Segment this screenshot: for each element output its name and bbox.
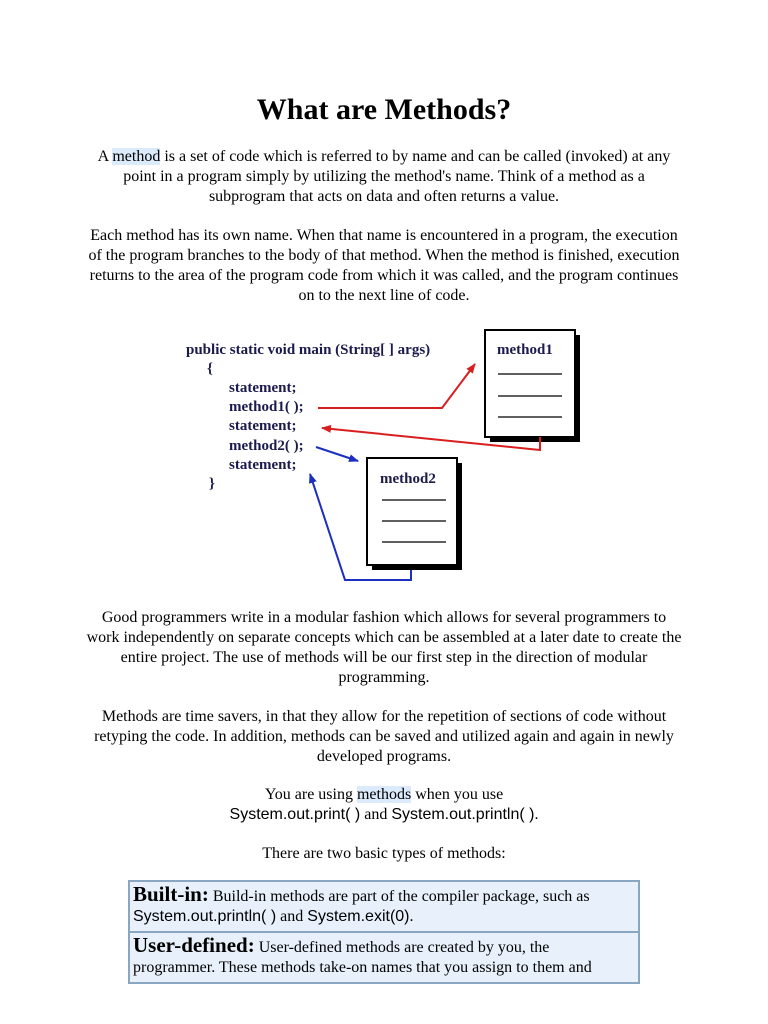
method2-box (367, 458, 462, 570)
method1-label: method1 (497, 342, 553, 358)
time-savers-paragraph: Methods are time savers, in that they allow for the repetition of sections of code without retyping the code. In addition, methods can be saved and utilized again and again in newly developed programs. (94, 708, 674, 765)
methods-term-highlight: methods (356, 786, 412, 803)
builtin-and: and (276, 908, 308, 925)
execution-paragraph: Each method has its own name. When that name is encountered in a program, the execution of the program branches to the body of that method. When the method is finished, execution returns to the area of the program code from which it was called, and the program continues on to the next line of code. (88, 227, 680, 304)
intro-paragraph (85, 147, 683, 207)
close-brace: } (209, 476, 215, 492)
page-title: What are Methods? (256, 93, 512, 126)
builtin-heading: Built-in: (133, 882, 209, 906)
p5-end: . (534, 806, 539, 823)
method-types-table (128, 880, 640, 984)
code-line-1: statement; (229, 380, 297, 396)
builtin-row (129, 881, 639, 932)
code-print: System.out.print( ) (229, 806, 361, 823)
code-line-method2-call: method2( ); (229, 438, 304, 454)
method-call-diagram (0, 320, 768, 590)
builtin-code2: System.exit(0) (307, 908, 410, 925)
userdefined-heading: User-defined: (133, 933, 255, 957)
intro-post: is a set of code which is referred to by name and can be called (invoked) at any point in a program simply by utilizing the method's name. Think of a method as a subprogram that acts on data and often returns a value. (123, 148, 671, 205)
code-line-3: statement; (229, 418, 297, 434)
types-intro: There are two basic types of methods: (262, 845, 506, 862)
code-println: System.out.println( ) (391, 806, 535, 823)
main-signature: public static void main (String[ ] args) (186, 342, 431, 358)
method1-box (485, 330, 580, 442)
using-methods-paragraph (85, 785, 683, 825)
p5-and: and (360, 806, 392, 823)
code-line-method1-call: method1( ); (229, 399, 304, 415)
builtin-code1: System.out.println( ) (133, 908, 277, 925)
p5-pre: You are using (264, 786, 357, 803)
modular-paragraph: Good programmers write in a modular fashion which allows for several programmers to work independently on separate concepts which can be assembled at a later date to create the entire project. The use of methods will be our first step in the direction of modular programming. (86, 609, 682, 686)
open-brace: { (207, 361, 213, 377)
userdefined-text: User-defined methods are created by you, the programmer. These methods take-on names that you assign to them and (133, 939, 592, 976)
code-line-5: statement; (229, 457, 297, 473)
method-term-highlight: method (112, 148, 161, 165)
p5-post: when you use (411, 786, 504, 803)
builtin-end: . (409, 908, 414, 925)
call-arrow-method2 (316, 447, 358, 461)
builtin-text: Build-in methods are part of the compiler package, such as (208, 888, 590, 905)
method2-label: method2 (380, 471, 436, 487)
call-arrow-method1 (318, 364, 475, 408)
userdefined-row (129, 932, 639, 983)
intro-pre: A (97, 148, 113, 165)
